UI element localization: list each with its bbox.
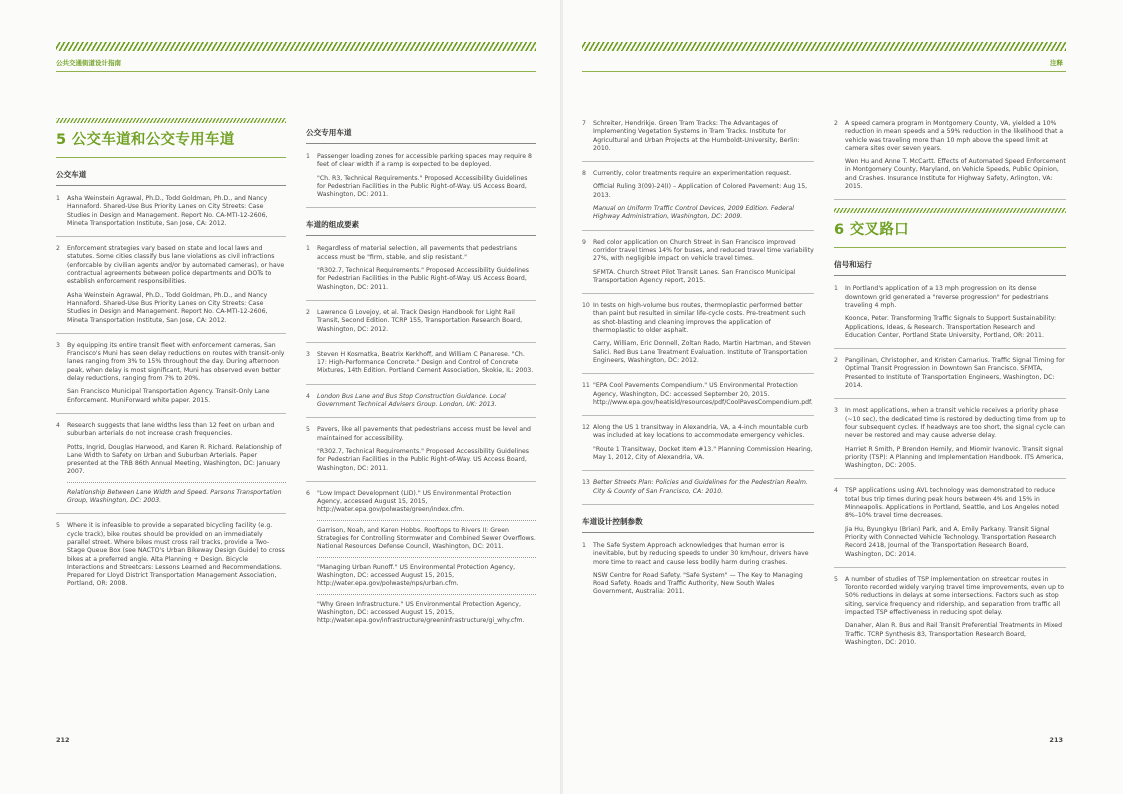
endnote: 2 Enforcement strategies vary based on state and local laws and statutes. Some cities classify bus lane violations as civil infractions (enforcable by civilian agents and/or by automated cameras), or have contractual agreements between police departments and DOTs to establish enforcement responsibilities. Asha Weinstein Agrawal, Ph.D., Todd Goldman, Ph.D., and Nancy Hannaford. Shared-Use Bus Priority Lanes on City Streets: Case Studies in Design and Management. Report No. CA-MTI-12-2606, Mineta Transportation Institute, San Jose, CA: 2012. (56, 245, 286, 334)
section-title-6: 6 交叉路口 (834, 222, 909, 239)
dotted-divider (67, 482, 286, 483)
endnote-citation: "R302.7, Technical Requirements." Proposed Accessibility Guidelines for Pedestrian Facilities in the Public Right-of-Way. US Access Board, Washington, DC: 2011. (317, 447, 530, 472)
endnote-citation: Carry, William, Eric Donnell, Zoltan Rado, Martin Hartman, and Steven Salici. Red Bus Lane Treatment Evaluation. Institute of Transportation Engineers, Washington, DC: 2012. (593, 340, 811, 364)
subsection-heading-lane-elements: 车道的组成要素 (306, 216, 536, 236)
endnote-citation: Manual on Uniform Traffic Control Devices, 2009 Edition. Federal Highway Administration, Washington, DC: 2009. (593, 205, 794, 221)
endnote-text: Enforcement strategies vary based on state and local laws and statutes. Some cities classify bus lane violations as civil infractions (enforcable by civilian agents and/or by automated cameras), or have contractual agreements between police departments and DOTs to establish enforcement responsibilities. (67, 245, 285, 286)
endnote: 1 Passenger loading zones for accessible parking spaces may require 8 feet of clear width if a ramp is expected to be deployed. "Ch. R3, Technical Requirements." Proposed Accessibility Guidelines for Pedestrian Facilities in the Public Right-of-Way. US Access Board, Washington, DC: 2011. (306, 153, 536, 208)
subsection-heading-design-controls: 车道设计控制参数 (582, 513, 814, 533)
section-rule (834, 247, 1066, 248)
endnote: 4 London Bus Lane and Bus Stop Construction Guidance. Local Government Technical Advisers Group. London, UK: 2013. (306, 393, 536, 419)
right-column-2 (834, 120, 1066, 663)
endnote: 2 A speed camera program in Montgomery County, VA, yielded a 10% reduction in mean speeds and a 59% reduction in the likelihood that a vehicle was traveling more than 10 mph above the speed limit at camera sites over seven years. Wen Hu and Anne T. McCartt. Effects of Automated Speed Enforcement in Montgomery County, Maryland, on Vehicle Speeds, Public Opinion, and Crashes. Insurance Institute for Highway Safety, Arlington, VA: 2015. (834, 120, 1066, 200)
endnote-citation: "R302.7, Technical Requirements." Proposed Accessibility Guidelines for Pedestrian Facilities in the Public Right-of-Way. US Access Board, Washington, DC: 2011. (317, 267, 530, 291)
endnote: 3 In most applications, when a transit vehicle receives a priority phase (~10 sec), the dedicated time is restored by deducting time from up to four subsequent cycles. If headways are too short, the signal cycle can never be restored and may cause adverse delay. Harriet R Smith, P Brendon Hemily, and Miomir Ivanovic. Transit signal priority (TSP): A Planning and Implementation Handbook. ITS America, Washington, DC: 2005. (834, 407, 1066, 479)
endnote-citation: Jia Hu, Byungkyu (Brian) Park, and A. Emily Parkany. Transit Signal Priority with Connected Vehicle Technology. Transportation Research Record 2418, Journal of the Transportation Research Board, Washington, DC: 2014. (845, 525, 1057, 558)
section-hatch (56, 118, 286, 123)
endnote-text: Pavers, like all pavements that pedestrians access must be level and maintained for accessibility. (317, 426, 531, 442)
endnote-citation: "Ch. R3, Technical Requirements." Proposed Accessibility Guidelines for Pedestrian Facilities in the Public Right-of-Way. US Access Board, Washington, DC: 2011. (317, 174, 528, 199)
endnote: 5 A number of studies of TSP implementation on streetcar routes in Toronto recorded widely varying travel time improvements, even up to 50% reductions in delays at some intersections. Factors such as stop siting, service frequency and ridership, and separation from traffic all impacted TSP effectiveness in reducing spot delay. Danaher, Alan R. Bus and Rail Transit Preferential Treatments in Mixed Traffic. TCRP Synthesis 83, Transportation Research Board, Washington, DC: 2010. (834, 575, 1065, 646)
endnote: 3 Steven H Kosmatka, Beatrix Kerkhoff, and William C Panarese. "Ch. 17: High-Performance Concrete." Design and Control of Concrete Mixtures, 14th Edition. Portland Cement Association, Skokie, IL: 2003. (306, 351, 536, 385)
endnote-citation: Pangilinan, Christopher, and Kristen Carnarius. Traffic Signal Timing for Optimal Transit Progression in Downtown San Francisco. SFMTA, Presented to Institute of Transportation Engineers, Washington, DC: 2014. (845, 357, 1065, 390)
endnote-citation: Better Streets Plan: Policies and Guidelines for the Pedestrian Realm. City & County of San Francisco, CA: 2010. (593, 479, 808, 495)
endnote-citation: Official Ruling 3(09)-24(I) – Application of Colored Pavement: Aug 15, 2013. (593, 183, 808, 199)
endnote: 8 Currently, color treatments require an experimentation request. Official Ruling 3(09)-24(I) – Application of Colored Pavement: Aug 15, 2013. Manual on Uniform Traffic Control Devices, 2009 Edition. Federal Highway Administration, Washington, DC: 2009. (582, 170, 814, 230)
endnote: 5 Where it is infeasible to provide a separated bicycling facility (e.g. cycle track), bike routes should be provided on an immediately parallel street. Where bikes must cross rail tracks, provide a Two-Stage Queue Box (see NACTO's Urban Bikeway Design Guide) to cross bikes at a preferred angle. Alta Planning + Design. Bicycle Interactions and Streetcars: Lessons Learned and Recommendations. Prepared for Lloyd District Transportation Management Association, Portland, OR: 2008. (56, 522, 285, 588)
endnote: 4 Research suggests that lane widths less than 12 feet on urban and suburban arterials do not increase crash frequencies. Potts, Ingrid, Douglas Harwood, and Karen R. Richard. Relationship of Lane Width to Safety on Urban and Suburban Arterials. Paper presented at the TRB 86th Annual Meeting, Washington, DC: January 2007. Relationship Between Lane Width and Speed. Parsons Transportation Group, Washington, DC: 2003. (56, 422, 286, 514)
section-hatch (834, 208, 1066, 213)
endnote-citation: Danaher, Alan R. Bus and Rail Transit Preferential Treatments in Mixed Traffic. TCRP Synthesis 83, Transportation Research Board, Washington, DC: 2010. (845, 622, 1063, 646)
left-column-1 (56, 118, 286, 605)
endnote: 5 Pavers, like all pavements that pedestrians access must be level and maintained for accessibility. "R302.7, Technical Requirements." Proposed Accessibility Guidelines for Pedestrian Facilities in the Public Right-of-Way. US Access Board, Washington, DC: 2011. (306, 426, 536, 481)
endnote-citation: Steven H Kosmatka, Beatrix Kerkhoff, and William C Panarese. "Ch. 17: High-Performance Concrete." Design and Control of Concrete Mixtures, 14th Edition. Portland Cement Association, Skokie, IL: 2003. (317, 350, 534, 375)
section-title-5: 5 公交车道和公交专用车道 (56, 132, 235, 148)
endnote-citation: San Francisco Municipal Transportation Agency. Transit-Only Lane Enforcement. MuniForward white paper. 2015. (67, 388, 270, 404)
subsection-heading-signals: 信号和运行 (834, 256, 1066, 276)
endnote-citation: Asha Weinstein Agrawal, Ph.D., Todd Goldman, Ph.D., and Nancy Hannaford. Shared-Use Bus Priority Lanes on City Streets: Case Studies in Design and Management. Report No. CA-MTI-12-2606, Mineta Transportation Institute, San Jose, CA: 2012. (67, 291, 268, 324)
endnote-citation: "Low Impact Development (LID)." US Environmental Protection Agency, accessed August 15, 2015, http://water.epa.gov/polwaste/green/index.cfm. (317, 489, 512, 514)
endnote-citation: "EPA Cool Pavements Compendium." US Environmental Protection Agency, Washington, DC: accessed September 20, 2015. http://www.epa.gov/heatisld/resources/pdf/CoolPavesCompendium.pdf. (593, 382, 813, 406)
top-hatch-band-left (56, 42, 536, 51)
running-head-right: 注释 (1050, 59, 1063, 67)
endnote-citation: London Bus Lane and Bus Stop Construction Guidance. Local Government Technical Advisers Group. London, UK: 2013. (317, 392, 506, 409)
dotted-divider (317, 557, 536, 558)
endnote-citation: Potts, Ingrid, Douglas Harwood, and Karen R. Richard. Relationship of Lane Width to Safety on Urban and Suburban Arterials. Paper presented at the TRB 86th Annual Meeting, Washington, DC: January 2007. (67, 443, 282, 476)
dotted-divider (317, 520, 536, 521)
header-rule-left (56, 71, 536, 72)
header-rule-right (582, 71, 1066, 72)
endnote-citation: Relationship Between Lane Width and Speed. Parsons Transportation Group, Washington, DC: 2003. (67, 488, 282, 505)
endnote: 12 Along the US 1 transitway in Alexandria, VA, a 4-inch mountable curb was included at key locations to accommodate emergency vehicles. "Route 1 Transitway, Docket Item #13." Planning Commission Hearing, May 1, 2012, City of Alexandria, VA. (582, 424, 814, 471)
page-number-left: 212 (56, 736, 70, 744)
left-column-2 (306, 124, 536, 641)
endnote: 6 "Low Impact Development (LID)." US Environmental Protection Agency, accessed August 15, 2015, http://water.epa.gov/polwaste/green/index.cfm. Garrison, Noah, and Karen Hobbs. Rooftops to Rivers II: Green Strategies for Controlling Stormwater and Combined Sewer Overflows. National Resources Defense Council, Washington, DC: 2011. "Managing Urban Runoff." US Environmental Protection Agency, Washington, DC: accessed August 15, 2015, http://water.epa.gov/polwaste/nps/urban.cfm. "Why Green Infrastructure." US Environmental Protection Agency, Washington, DC: accessed August 15, 2015, http://water.epa.gov/infrastructure/greeninfrastructure/gi_why.cfm. (306, 489, 536, 625)
subsection-heading-bus-lanes: 公交车道 (56, 166, 286, 186)
endnote: 1 Asha Weinstein Agrawal, Ph.D., Todd Goldman, Ph.D., and Nancy Hannaford. Shared-Use Bus Priority Lanes on City Streets: Case Studies in Design and Management. Report No. CA-MTI-12-2606, Mineta Transportation Institute, San Jose, CA: 2012. (56, 195, 286, 237)
endnote-citation: Schreiter, Hendrikje. Green Tram Tracks: The Advantages of Implementing Vegetation Systems in Tram Tracks. Institute for Agricultural and Urban Projects at the Humboldt-University, Berlin: 2010. (593, 120, 800, 152)
endnote-text: By equipping its entire transit fleet with enforcement cameras, San Francisco's Muni has seen delay reductions on routes with transit-only lanes ranging from 3% to 15% throughout the day. During afternoon peak, when delay is most significant, Muni has observed even better delay reductions, ranging from 7% to 20%. (67, 341, 285, 383)
endnote-text: TSP applications using AVL technology was demonstrated to reduce total bus trip times during peak hours between 4% and 15% in Minneapolis. Applications in Portland, Seattle, and Los Angeles noted 8%–10% travel time decreases. (845, 487, 1059, 520)
endnote-text: Along the US 1 transitway in Alexandria, VA, a 4-inch mountable curb was included at key locations to accommodate emergency vehicles. (593, 424, 809, 440)
endnote-citation: "Route 1 Transitway, Docket Item #13." Planning Commission Hearing, May 1, 2012, City of Alexandria, VA. (593, 445, 813, 462)
endnote-citation: NSW Centre for Road Safety. "Safe System" — The Key to Managing Road Safety. Roads and Traffic Authority, New South Wales Government, Australia: 2011. (593, 571, 803, 596)
endnote-text: In most applications, when a transit vehicle receives a priority phase (~10 sec), the dedicated time is restored by deducting time from up to four subsequent cycles. If headways are too short, the signal cycle can never be restored and may cause adverse delay. (845, 407, 1066, 440)
endnote-text: Currently, color treatments require an experimentation request. (593, 170, 792, 178)
endnote-text: In Portland's application of a 13 mph progression on its dense downtown grid generated a "reverse progression" for pedestrians traveling 4 mph. (845, 285, 1049, 309)
endnote-text: Research suggests that lane widths less than 12 feet on urban and suburban arterials do not increase crash frequencies. (67, 421, 275, 438)
endnote: 7 Schreiter, Hendrikje. Green Tram Tracks: The Advantages of Implementing Vegetation Systems in Tram Tracks. Institute for Agricultural and Urban Projects at the Humboldt-University, Berlin: 2010. (582, 120, 814, 162)
endnote-citation: "Why Green Infrastructure." US Environmental Protection Agency, Washington, DC: accessed August 15, 2015, http://water.epa.gov/infrastructure/greeninfrastructure/gi_why.cfm. (317, 600, 525, 625)
endnote-text: In tests on high-volume bus routes, thermoplastic performed better than paint but resulted in similar life-cycle costs. Pre-treatment such as shot-blasting and cleaning improves the application of thermoplastic to older asphalt. (593, 302, 806, 335)
endnote: 1 In Portland's application of a 13 mph progression on its dense downtown grid generated a "reverse progression" for pedestrians traveling 4 mph. Koonce, Peter. Transforming Traffic Signals to Support Sustainability: Applications, Ideas, & Research. Transportation Research and Education Center, Portland State University, Portland, OR: 2011. (834, 285, 1066, 349)
endnote-citation: Wen Hu and Anne T. McCartt. Effects of Automated Speed Enforcement in Montgomery County, Maryland, on Vehicle Speeds, Public Opinion, and Crashes. Insurance Institute for Highway Safety, Arlington, VA: 2015. (845, 158, 1066, 191)
endnote-text: Regardless of material selection, all pavements that pedestrians access must be "firm, stable, and slip resistant." (317, 245, 517, 261)
subsection-heading-transit-lanes: 公交专用车道 (306, 124, 536, 144)
running-head-left: 公共交通街道设计指南 (56, 59, 121, 67)
endnote-citation: Lawrence G Lovejoy, et al. Track Design Handbook for Light Rail Transit, Second Edition. TCRP 155, Transportation Research Board, Washington, DC: 2012. (317, 308, 523, 333)
endnote: 1 Regardless of material selection, all pavements that pedestrians access must be "firm, stable, and slip resistant." "R302.7, Technical Requirements." Proposed Accessibility Guidelines for Pedestrian Facilities in the Public Right-of-Way. US Access Board, Washington, DC: 2011. (306, 245, 536, 300)
endnote-text: Red color application on Church Street in San Francisco improved corridor travel times 14% for buses, and reduced travel time variability 27%, with negligible impact on vehicle travel times. (593, 238, 814, 263)
section-rule (56, 157, 286, 158)
endnote: 2 Pangilinan, Christopher, and Kristen Carnarius. Traffic Signal Timing for Optimal Transit Progression in Downtown San Francisco. SFMTA, Presented to Institute of Transportation Engineers, Washington, DC: 2014. (834, 357, 1066, 399)
endnote: 1 The Safe System Approach acknowledges that human error is inevitable, but by reducing speeds to under 30 km/hour, drivers have more time to react and cause less bodily harm during crashes. NSW Centre for Road Safety. "Safe System" — The Key to Managing Road Safety. Roads and Traffic Authority, New South Wales Government, Australia: 2011. (582, 542, 814, 605)
endnote-citation: Garrison, Noah, and Karen Hobbs. Rooftops to Rivers II: Green Strategies for Controlling Stormwater and Combined Sewer Overflows. National Resources Defense Council, Washington, DC: 2011. (317, 526, 536, 551)
endnote: 11 "EPA Cool Pavements Compendium." US Environmental Protection Agency, Washington, DC: accessed September 20, 2015. http://www.epa.gov/heatisld/resources/pdf/CoolPavesCompendium.pdf. (582, 382, 814, 416)
dotted-divider (317, 594, 536, 595)
endnote-text: The Safe System Approach acknowledges that human error is inevitable, but by reducing speeds to under 30 km/hour, drivers have more time to react and cause less bodily harm during crashes. (593, 541, 809, 566)
endnote-text: A speed camera program in Montgomery County, VA, yielded a 10% reduction in mean speeds and a 59% reduction in the likelihood that a vehicle was traveling more than 10 mph above the speed limit at camera sites over seven years. (845, 120, 1064, 152)
endnote: 9 Red color application on Church Street in San Francisco improved corridor travel times 14% for buses, and reduced travel time variability 27%, with negligible impact on vehicle travel times. SFMTA. Church Street Pilot Transit Lanes. San Francisco Municipal Transportation Agency report, 2015. (582, 239, 814, 294)
endnote-citation: Koonce, Peter. Transforming Traffic Signals to Support Sustainability: Applications, Ideas, & Research. Transportation Research and Education Center, Portland State University, Portland, OR: 2011. (845, 315, 1057, 339)
endnote-citation: SFMTA. Church Street Pilot Transit Lanes. San Francisco Municipal Transportation Agency report, 2015. (593, 268, 796, 284)
endnote-citation: "Managing Urban Runoff." US Environmental Protection Agency, Washington, DC: accessed August 15, 2015, http://water.epa.gov/polwaste/nps/urban.cfm. (317, 563, 516, 588)
endnote: 4 TSP applications using AVL technology was demonstrated to reduce total bus trip times during peak hours between 4% and 15% in Minneapolis. Applications in Portland, Seattle, and Los Angeles noted 8%–10% travel time decreases. Jia Hu, Byungkyu (Brian) Park, and A. Emily Parkany. Transit Signal Priority with Connected Vehicle Technology. Transportation Research Record 2418, Journal of the Transportation Research Board, Washington, DC: 2014. (834, 487, 1066, 567)
endnote: 13 Better Streets Plan: Policies and Guidelines for the Pedestrian Realm. City & County of San Francisco, CA: 2010. (582, 479, 814, 505)
top-hatch-band-right (582, 42, 1066, 51)
endnote: 2 Lawrence G Lovejoy, et al. Track Design Handbook for Light Rail Transit, Second Edition. TCRP 155, Transportation Research Board, Washington, DC: 2012. (306, 309, 536, 343)
page-number-right: 213 (1049, 736, 1063, 744)
endnote-text: Asha Weinstein Agrawal, Ph.D., Todd Goldman, Ph.D., and Nancy Hannaford. Shared-Use Bus Priority Lanes on City Streets: Case Studies in Design and Management. Report No. CA-MTI-12-2606, Mineta Transportation Institute, San Jose, CA: 2012. (67, 195, 268, 227)
endnote-text: Where it is infeasible to provide a separated bicycling facility (e.g. cycle track), bike routes should be provided on an immediately parallel street. Where bikes must cross rail tracks, provide a Two-Stage Queue Box (see NACTO's Urban Bikeway Design Guide) to cross bikes at a preferred angle. Alta Planning + Design. Bicycle Interactions and Streetcars: Lessons Learned and Recommendations. Prepared for Lloyd District Transportation Management Association, Portland, OR: 2008. (67, 522, 285, 588)
right-column-1 (582, 120, 814, 613)
endnote: 10 In tests on high-volume bus routes, thermoplastic performed better than paint but resulted in similar life-cycle costs. Pre-treatment such as shot-blasting and cleaning improves the application of thermoplastic to older asphalt. Carry, William, Eric Donnell, Zoltan Rado, Martin Hartman, and Steven Salici. Red Bus Lane Treatment Evaluation. Institute of Transportation Engineers, Washington, DC: 2012. (582, 302, 814, 374)
endnote-text: Passenger loading zones for accessible parking spaces may require 8 feet of clear width if a ramp is expected to be deployed. (317, 153, 532, 169)
endnote-text: A number of studies of TSP implementation on streetcar routes in Toronto recorded widely varying travel time improvements, even up to 50% reductions in delays at some intersections. Factors such as stop siting, service frequency and ridership, and separation from traffic all impacted TSP effectiveness in reducing spot delay. (845, 575, 1065, 616)
endnote: 3 By equipping its entire transit fleet with enforcement cameras, San Francisco's Muni has seen delay reductions on routes with transit-only lanes ranging from 3% to 15% throughout the day. During afternoon peak, when delay is most significant, Muni has observed even better delay reductions, ranging from 7% to 20%. San Francisco Municipal Transportation Agency. Transit-Only Lane Enforcement. MuniForward white paper. 2015. (56, 342, 286, 414)
endnote-citation: Harriet R Smith, P Brendon Hemily, and Miomir Ivanovic. Transit signal priority (TSP): A Planning and Implementation Handbook. ITS America, Washington, DC: 2005. (845, 445, 1064, 470)
